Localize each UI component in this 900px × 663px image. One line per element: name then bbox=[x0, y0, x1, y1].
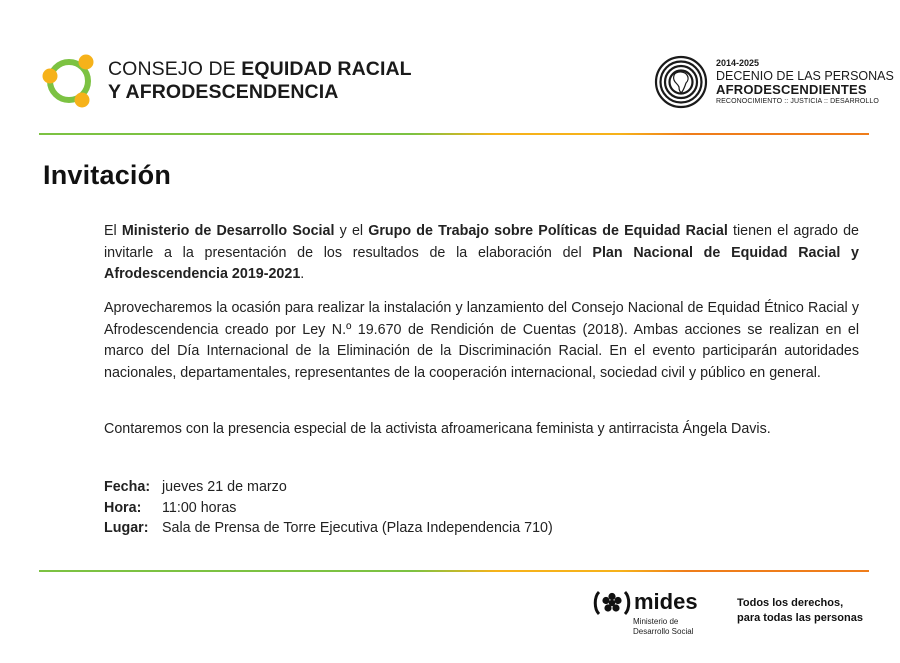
page-title: Invitación bbox=[43, 160, 172, 190]
detail-place bbox=[104, 518, 553, 539]
consejo-logo-icon bbox=[38, 50, 100, 112]
org-name-prefix: CONSEJO DE bbox=[108, 58, 242, 80]
p1-text-1: El bbox=[104, 223, 122, 239]
p1-text-3: tienen el agrado de invitarle a la presentación de los resultados de la elaboración del bbox=[104, 223, 860, 261]
org-name-line2: Y AFRODESCENDENCIA bbox=[108, 81, 339, 103]
date-value: jueves 21 de marzo bbox=[162, 479, 287, 495]
time-value: 11:00 horas bbox=[162, 499, 237, 516]
decade-line2: AFRODESCENDIENTES bbox=[716, 82, 867, 97]
invitation-paragraph-3: Contaremos con la presencia especial de la activista afroamericana feminista y antirracista Ángela Davis. bbox=[104, 421, 771, 437]
org-name bbox=[108, 58, 412, 104]
mides-subtitle-line1: Ministerio de bbox=[633, 617, 679, 626]
decade-line3: RECONOCIMIENTO :: JUSTICIA :: DESARROLLO bbox=[716, 98, 879, 105]
slogan-line1: Todos los derechos, bbox=[737, 597, 844, 609]
p1-bold-1: Ministerio de Desarrollo Social bbox=[121, 223, 335, 239]
invitation-paragraph-1 bbox=[104, 221, 859, 286]
p1-text-2: y el bbox=[334, 223, 369, 239]
place-label: Lugar: bbox=[104, 520, 149, 536]
mides-wordmark: mides bbox=[634, 589, 698, 614]
detail-time bbox=[104, 498, 553, 519]
p1-bold-2: Grupo de Trabajo sobre Políticas de Equidad Racial bbox=[368, 223, 728, 239]
event-details bbox=[104, 477, 553, 539]
slogan-line2: para todas las personas bbox=[737, 612, 863, 624]
decade-years: 2014-2025 bbox=[716, 58, 760, 68]
detail-date bbox=[104, 477, 553, 498]
bottom-divider bbox=[39, 570, 869, 572]
mides-subtitle-line2: Desarrollo Social bbox=[633, 627, 694, 636]
org-name-bold: EQUIDAD RACIAL bbox=[241, 58, 412, 80]
place-value: Sala de Prensa de Torre Ejecutiva (Plaza Independencia 710) bbox=[162, 520, 553, 536]
invitation-paragraph-2: Aprovecharemos la ocasión para realizar la instalación y lanzamiento del Consejo Nacional de Equidad Étnico Racial y Afrodescendencia creado por Ley N.º 19.670 de Rendición de Cuentas (2018). Ambas acciones se realizan en el marco del Día Internacional de la Eliminación de la Discriminación Racial. En el evento participarán autoridades nacionales, departamentales, representantes de la cooperación internacional, sociedad civil y público en general. bbox=[104, 300, 859, 381]
afro-decade-logo-icon bbox=[654, 55, 708, 109]
mides-subtitle bbox=[633, 617, 693, 637]
decade-line1: DECENIO DE LAS PERSONAS bbox=[716, 69, 894, 83]
slogan bbox=[737, 596, 863, 626]
top-divider bbox=[39, 133, 869, 135]
date-label: Fecha: bbox=[104, 479, 151, 495]
mides-logo-icon bbox=[592, 590, 632, 616]
p1-text-4: . bbox=[300, 266, 305, 282]
p1-bold-3: Plan Nacional de Equidad Racial y Afrodescendencia 2019-2021 bbox=[104, 244, 860, 282]
afro-decade-text bbox=[716, 58, 894, 107]
time-label: Hora: bbox=[104, 499, 142, 516]
